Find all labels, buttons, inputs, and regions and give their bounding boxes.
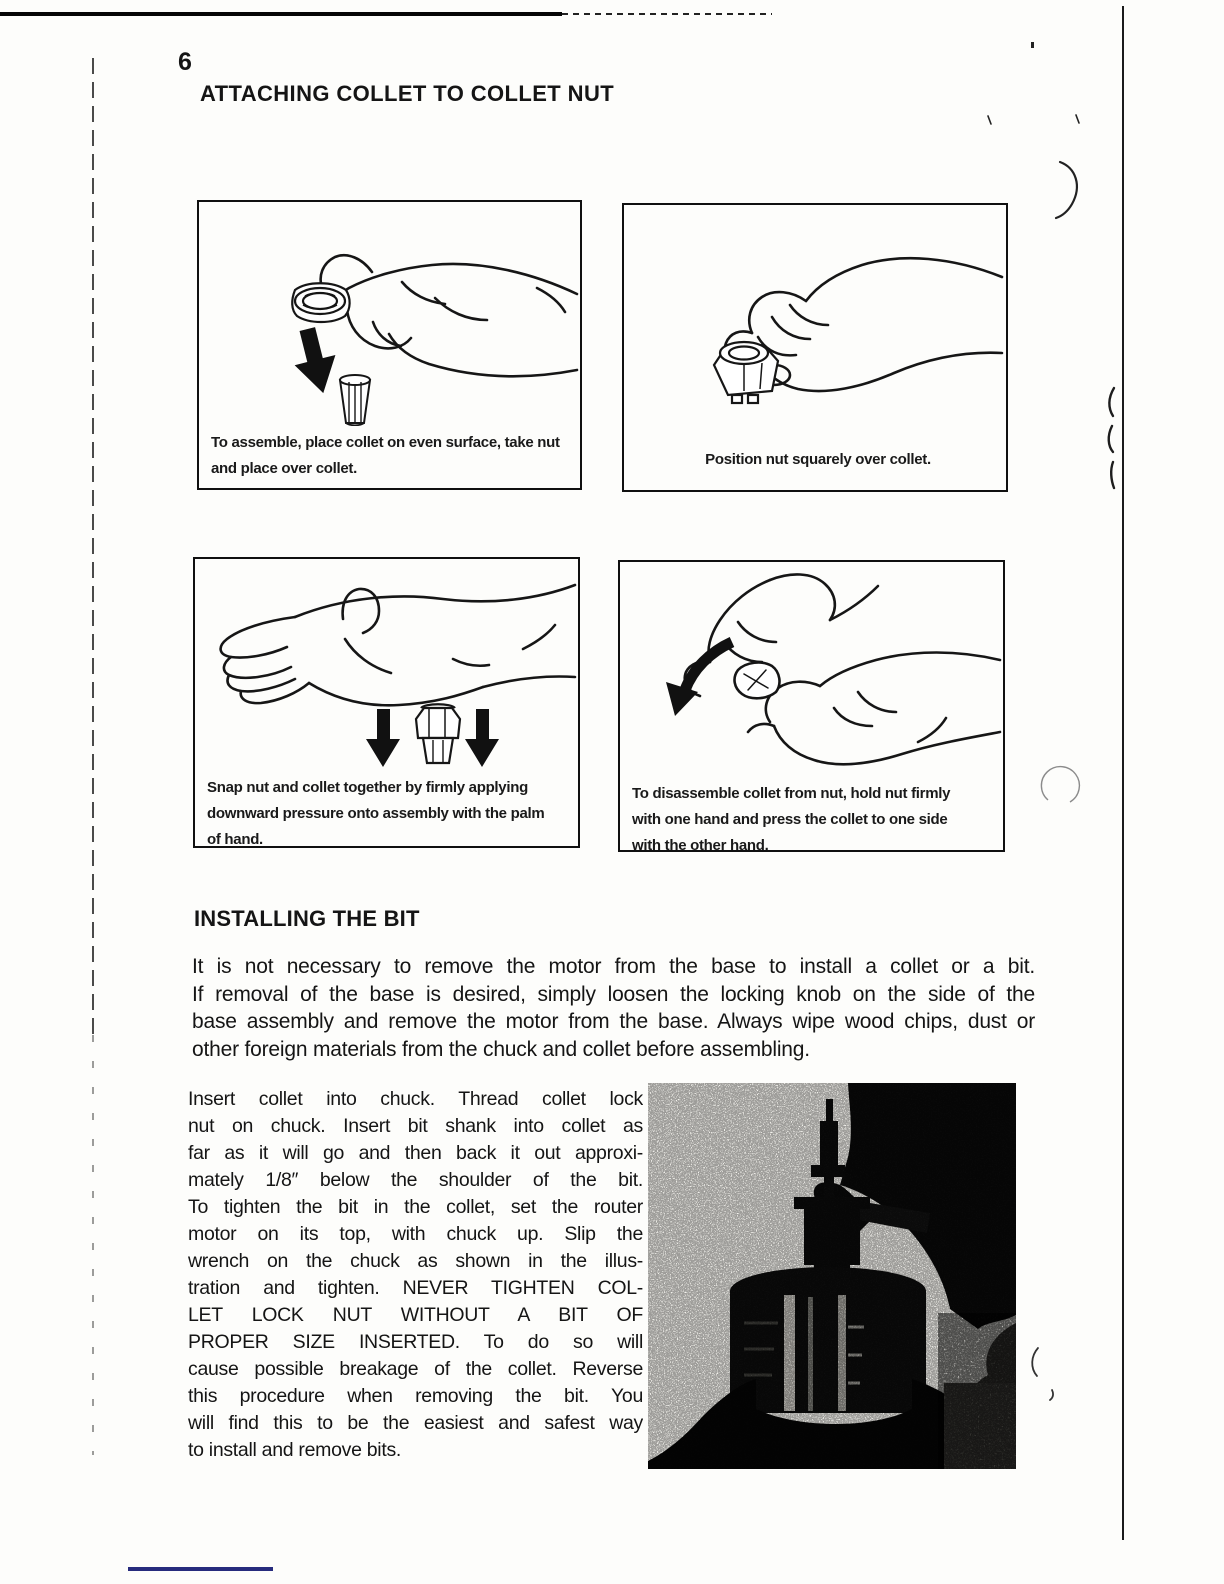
curved-arrow-icon (666, 642, 732, 716)
caption-line: and place over collet. (211, 460, 357, 477)
caption-line: Snap nut and collet together by firmly applying (207, 779, 528, 796)
paragraph-line: will find this to be the easiest and safest way (188, 1412, 643, 1434)
down-arrow-icon (465, 709, 499, 767)
caption-line: downward pressure onto assembly with the palm (207, 805, 545, 822)
paragraph-line: cause possible breakage of the collet. Reverse (188, 1358, 643, 1380)
caption-line: To assemble, place collet on even surface, take nut (211, 434, 560, 451)
scan-left-margin-line-lower (92, 1035, 94, 1455)
paragraph-line: If removal of the base is desired, simply loosen the locking knob on the side of the (192, 982, 1035, 1006)
scan-right-edge-line (1122, 6, 1124, 1540)
scan-speck-marks (984, 112, 1084, 130)
collet-icon (340, 375, 370, 425)
paragraph-line: base assembly and remove the motor from the base. Always wipe wood chips, dust or (192, 1010, 1035, 1033)
panel-position-nut (622, 203, 1008, 492)
nut-collet-assembly-icon (416, 704, 460, 763)
paragraph-line: this procedure when removing the bit. You (188, 1385, 643, 1407)
panel-snap-together (193, 557, 580, 848)
paragraph-line: wrench on the chuck as shown in the illus- (188, 1250, 643, 1272)
two-hands-disassemble-illustration (620, 562, 1003, 780)
paragraph-line: motor on its top, with chuck up. Slip the (188, 1223, 643, 1245)
caption-line: of hand. (207, 831, 263, 848)
paragraph-line: Insert collet into chuck. Thread collet lock (188, 1088, 643, 1110)
caption-line: To disassemble collet from nut, hold nut firmly (632, 785, 951, 802)
collet-nut-icon (714, 342, 778, 403)
scan-ink-squiggle (1104, 386, 1124, 490)
paragraph-line: PROPER SIZE INSERTED. To do so will (188, 1331, 643, 1353)
scan-top-rule (0, 12, 562, 16)
panel-caption (632, 781, 997, 859)
scan-bottom-blue-rule (128, 1567, 273, 1571)
down-arrow-icon (366, 709, 400, 767)
hand-placing-nut-illustration (199, 202, 580, 428)
scan-paren-comma-mark (1026, 1346, 1060, 1402)
paragraph-line: tration and tighten. NEVER TIGHTEN COL- (188, 1277, 643, 1299)
hand-holding-nut-illustration (624, 205, 1006, 445)
scan-top-rule-dashes (562, 13, 772, 15)
paragraph-line: LET LOCK NUT WITHOUT A BIT OF (188, 1304, 643, 1326)
page-number: 6 (178, 48, 192, 76)
caption-line: with the other hand. (632, 837, 769, 854)
paragraph-line: to install and remove bits. (188, 1439, 402, 1461)
panel-caption (636, 447, 1000, 473)
section-heading: INSTALLING THE BIT (194, 906, 420, 931)
caption-line: with one hand and press the collet to one side (632, 811, 948, 828)
photo-noise (938, 1313, 1016, 1469)
panel-caption (211, 430, 574, 482)
panel-assemble-collet (197, 200, 582, 490)
down-arrow-icon (287, 324, 344, 398)
panel-disassemble (618, 560, 1005, 852)
router-wrench-photo (648, 1083, 1016, 1469)
page-title: ATTACHING COLLET TO COLLET NUT (200, 81, 615, 106)
scan-left-margin-line (92, 58, 94, 1035)
caption-line: Position nut squarely over collet. (705, 451, 931, 468)
paragraph-line: It is not necessary to remove the motor from the base to install a collet or a bit. (192, 955, 1035, 978)
paragraph-line: other foreign materials from the chuck and collet before assembling. (192, 1037, 810, 1061)
paragraph-line: nut on chuck. Insert bit shank into collet as (188, 1115, 643, 1137)
paragraph-line: mately 1/8″ below the shoulder of the bit. (188, 1169, 643, 1191)
paragraph-line: To tighten the bit in the collet, set the router (188, 1196, 643, 1218)
paragraph-line: far as it will go and then back it out approxi- (188, 1142, 643, 1164)
scan-circle-mark (1036, 760, 1090, 814)
scan-dot-mark (1031, 42, 1034, 48)
scan-paren-mark (1054, 158, 1094, 222)
panel-caption (207, 775, 572, 853)
intro-paragraph (192, 953, 1035, 1063)
palm-pressing-illustration (195, 559, 578, 775)
body-paragraph (188, 1086, 643, 1464)
